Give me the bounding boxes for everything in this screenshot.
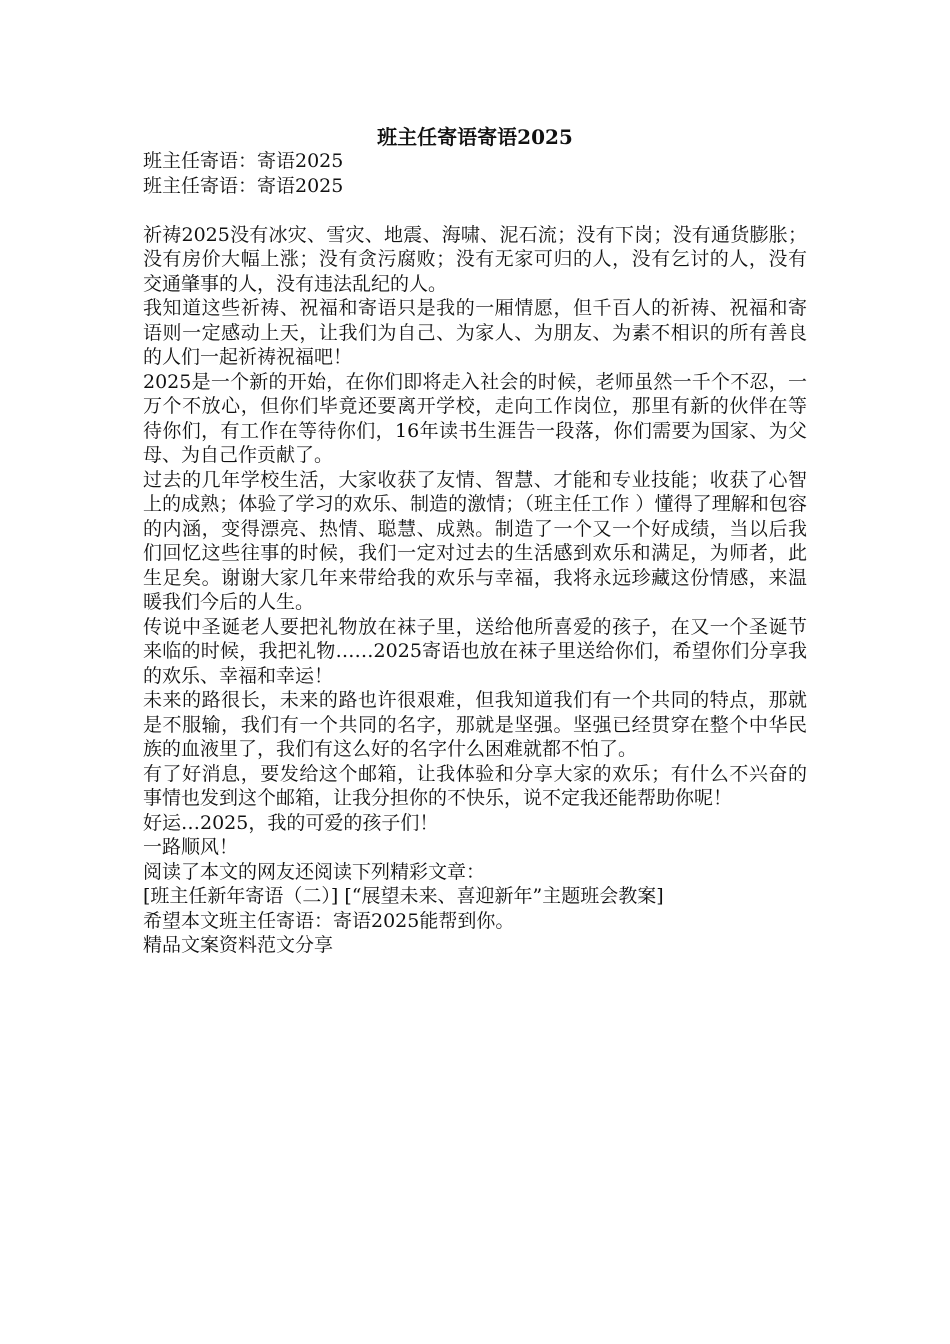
subtitle-line: 班主任寄语：寄语2025 (143, 150, 344, 172)
body-paragraph: 我知道这些祈祷、祝福和寄语只是我的一厢情愿，但千百人的祈祷、祝福和寄语则一定感动上天，让我们为自己、为家人、为朋友、为素不相识的所有善良的人们一起祈祷祝福吧！ (143, 297, 807, 368)
document-body (143, 149, 807, 958)
body-paragraph: 过去的几年学校生活，大家收获了友情、智慧、才能和专业技能；收获了心智上的成熟；体验了学习的欢乐、制造的激情；（班主任工作 ）懂得了理解和包容的内涵，变得漂亮、热情、聪慧、成熟。制造了一个又一个好成绩，当以后我们回忆这些往事的时候，我们一定对过去的生活感到欢乐和满足，为师者，此生足矣。谢谢大家几年来带给我的欢乐与幸福，我将永远珍藏这份情感，来温暖我们今后的人生。 (143, 468, 807, 613)
related-intro: 阅读了本文的网友还阅读下列精彩文章： (143, 860, 486, 883)
footer-line: 精品文案资料范文分享 (143, 934, 334, 956)
closing-line: 希望本文班主任寄语：寄语2025能帮到你。 (143, 909, 515, 932)
body-paragraph: 传说中圣诞老人要把礼物放在袜子里，送给他所喜爱的孩子，在又一个圣诞节来临的时候，我把礼物……2025寄语也放在袜子里送给你们，希望你们分享我的欢乐、幸福和幸运！ (143, 615, 807, 687)
body-paragraph: 好运…2025，我的可爱的孩子们！ (143, 811, 439, 834)
body-paragraph: 有了好消息，要发给这个邮箱，让我体验和分享大家的欢乐；有什么不兴奋的事情也发到这个邮箱，让我分担你的不快乐，说不定我还能帮助你呢！ (143, 762, 807, 809)
body-paragraph: 2025是一个新的开始，在你们即将走入社会的时候，老师虽然一千个不忍，一万个不放心，但你们毕竟还要离开学校，走向工作岗位，那里有新的伙伴在等待你们，有工作在等待你们，16年读书生涯告一段落，你们需要为国家、为父母、为自己作贡献了。 (143, 370, 807, 466)
related-articles-link[interactable]: [班主任新年寄语（二）] [“展望未来、喜迎新年”主题班会教案] (143, 885, 664, 907)
body-paragraph: 未来的路很长，未来的路也许很艰难，但我知道我们有一个共同的特点，那就是不服输，我们有一个共同的名字，那就是坚强。坚强已经贯穿在整个中华民族的血液里了，我们有这么好的名字什么困难就都不怕了。 (143, 689, 807, 760)
subtitle-line: 班主任寄语：寄语2025 (143, 174, 344, 197)
blank-line (143, 198, 807, 223)
body-paragraph: 一路顺风！ (143, 836, 239, 858)
document-title: 班主任寄语寄语2025 (377, 125, 573, 149)
body-paragraph: 祈祷2025没有冰灾、雪灾、地震、海啸、泥石流；没有下岗；没有通货膨胀；没有房价大幅上涨；没有贪污腐败；没有无家可归的人，没有乞讨的人，没有交通肇事的人，没有违法乱纪的人。 (143, 223, 807, 295)
